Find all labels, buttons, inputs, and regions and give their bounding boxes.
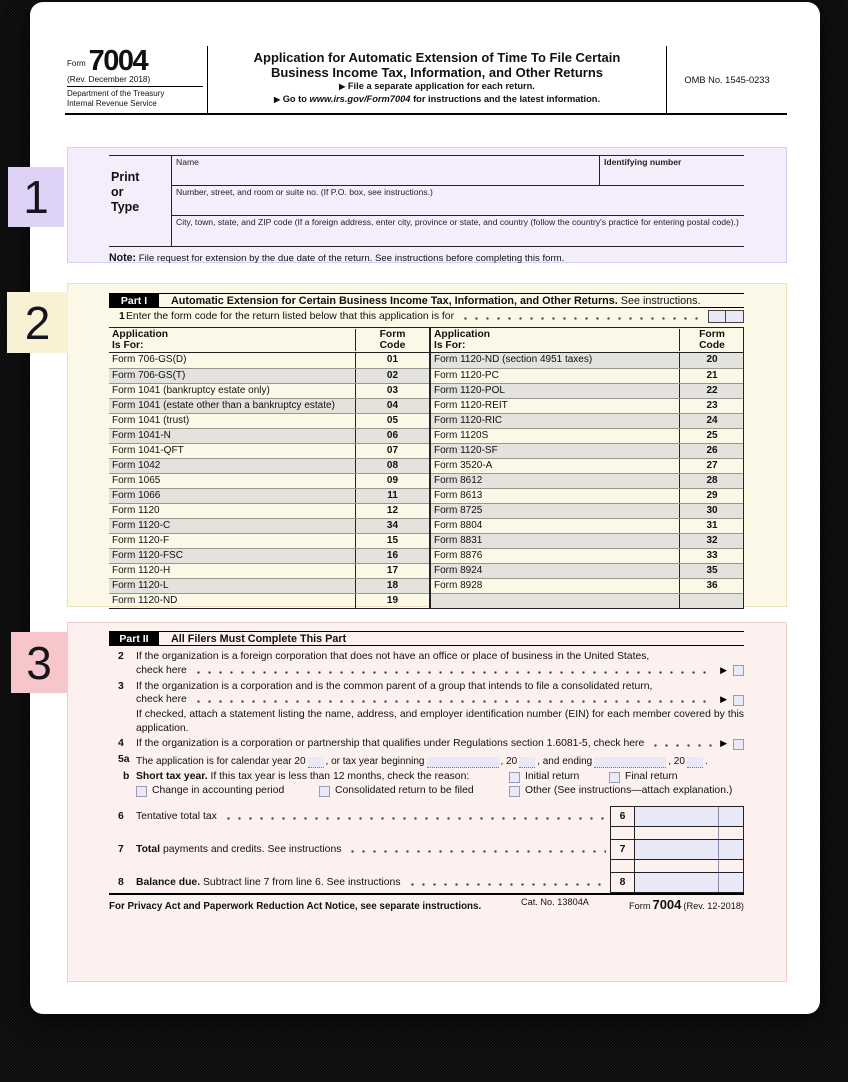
highlight-section-3 xyxy=(67,622,787,982)
short-tax-year-checkbox[interactable] xyxy=(509,772,520,783)
cents-field[interactable] xyxy=(719,873,744,892)
line-6-label xyxy=(109,806,610,827)
application-label: Form 8876 xyxy=(433,550,483,561)
short-tax-year-checkbox[interactable] xyxy=(319,786,330,797)
application-label: Form 1120-L xyxy=(112,580,169,591)
line-1 xyxy=(109,308,744,325)
application-label: Form 1066 xyxy=(112,490,161,501)
form-code-value: 22 xyxy=(679,384,744,398)
form-code-value: 19 xyxy=(355,594,429,608)
application-label: Form 706-GS(T) xyxy=(112,370,186,381)
form-code-value: 36 xyxy=(679,579,744,593)
form-header xyxy=(65,46,787,115)
form-code-table-left xyxy=(109,327,429,609)
application-label: Form 1120S xyxy=(433,430,489,441)
form-code-value: 15 xyxy=(355,534,429,548)
form-word: Form xyxy=(67,59,86,68)
line-8 xyxy=(109,872,744,893)
line-number: 2 xyxy=(118,651,124,662)
amount-field[interactable] xyxy=(635,840,719,859)
line-number-box: 8 xyxy=(610,873,635,892)
line-4-checkbox[interactable] xyxy=(733,739,744,750)
form-code-row xyxy=(109,353,429,368)
form-code-value: 12 xyxy=(355,504,429,518)
form-code-value: 35 xyxy=(679,564,744,578)
tax-year-ending-field[interactable] xyxy=(594,757,666,768)
application-label: Form 1041 (estate other than a bankruptcy estate) xyxy=(112,400,335,411)
form-code-value: 04 xyxy=(355,399,429,413)
line-number: b xyxy=(123,771,130,782)
form-code-value: 29 xyxy=(679,489,744,503)
checkbox-label: Other (See instructions—attach explanation.) xyxy=(525,785,733,797)
city-state-zip-field[interactable] xyxy=(172,216,744,246)
line-5a-text: The application is for calendar year 20 xyxy=(136,755,306,767)
pointer-icon: ▶ xyxy=(720,694,727,705)
part1-title-note: See instructions. xyxy=(617,295,701,307)
cents-field[interactable] xyxy=(719,840,744,859)
form-code-value: 09 xyxy=(355,474,429,488)
form-code-row xyxy=(109,398,429,413)
line-8-label xyxy=(109,872,610,893)
form-code-value: 25 xyxy=(679,429,744,443)
page-footer xyxy=(109,897,744,912)
form-code-value: 32 xyxy=(679,534,744,548)
step-marker-3: 3 xyxy=(11,632,67,693)
part2-tag: Part II xyxy=(109,632,159,645)
ending-year-field[interactable] xyxy=(687,757,703,768)
application-label: Form 1120-REIT xyxy=(433,400,508,411)
line-5a-text: , 20 xyxy=(500,755,518,767)
form-code-row xyxy=(431,413,743,428)
footer-rule xyxy=(109,893,744,895)
name-field[interactable] xyxy=(172,156,599,185)
form-code-value xyxy=(679,594,744,608)
line-5b xyxy=(109,770,744,798)
short-tax-year-checkbox[interactable] xyxy=(609,772,620,783)
grid-gap-cell xyxy=(635,860,719,872)
form-code-row xyxy=(431,533,743,548)
form-code-value: 28 xyxy=(679,474,744,488)
col-header-application: Application Is For: xyxy=(112,329,169,351)
grid-gap-cell xyxy=(635,827,719,839)
form-code-value: 03 xyxy=(355,384,429,398)
application-label: Form 1041-N xyxy=(112,430,171,441)
application-label: Form 1120-RIC xyxy=(433,415,503,426)
line-3-checkbox[interactable] xyxy=(733,695,744,706)
part1-tag: Part I xyxy=(109,294,159,307)
short-tax-year-option xyxy=(509,770,579,784)
form-code-value: 02 xyxy=(355,369,429,383)
form-code-row xyxy=(431,473,743,488)
form-code-row xyxy=(431,563,743,578)
line-3 xyxy=(109,680,744,736)
application-label: Form 706-GS(D) xyxy=(112,354,187,365)
pointer-icon: ▶ xyxy=(720,664,727,675)
application-label: Form 1120-SF xyxy=(433,445,498,456)
form-code-value: 30 xyxy=(679,504,744,518)
form-code-row xyxy=(431,458,743,473)
line-number: 7 xyxy=(118,844,124,855)
line-5a-text: , 20 xyxy=(668,755,685,767)
form-code-row xyxy=(109,428,429,443)
form-title-block xyxy=(208,46,667,113)
form-code-value: 17 xyxy=(355,564,429,578)
application-label: Form 8831 xyxy=(433,535,483,546)
form-code-row xyxy=(109,383,429,398)
footer-form-revision: (Rev. 12-2018) xyxy=(683,901,744,911)
checkbox-label: Consolidated return to be filed xyxy=(335,785,474,797)
form-code-value: 01 xyxy=(355,353,429,368)
amount-field[interactable] xyxy=(635,807,719,826)
dot-leader xyxy=(405,877,606,888)
application-label xyxy=(431,594,679,608)
form-code-row xyxy=(431,593,743,608)
form-code-value: 16 xyxy=(355,549,429,563)
line-8-text: Balance due. Subtract line 7 from line 6. See instructions xyxy=(136,877,401,888)
form-code-value: 06 xyxy=(355,429,429,443)
form-code-value: 26 xyxy=(679,444,744,458)
line-7-text: Total payments and credits. See instructions xyxy=(136,844,342,855)
form-code-value: 24 xyxy=(679,414,744,428)
form-code-table xyxy=(109,327,744,609)
line-2 xyxy=(109,650,744,678)
form-code-row xyxy=(109,473,429,488)
form-code-row xyxy=(109,578,429,593)
part2-header xyxy=(109,631,744,646)
amount-entry-grid xyxy=(610,839,744,872)
form-code-row xyxy=(109,548,429,563)
due-date-note: Note: File request for extension by the due date of the return. See instructions before completing this form. xyxy=(109,252,565,264)
street-address-field[interactable] xyxy=(172,186,744,216)
application-label: Form 1120-ND xyxy=(112,595,178,606)
step-marker-2: 2 xyxy=(7,292,68,353)
line-3-text: If the organization is a corporation and is the common parent of a group that intends to file a consolidated return, xyxy=(136,680,653,692)
cents-field[interactable] xyxy=(719,807,744,826)
pointer-icon: ▶ xyxy=(720,738,727,749)
application-label: Form 1041 (trust) xyxy=(112,415,190,426)
form-code-value: 31 xyxy=(679,519,744,533)
application-label: Form 8613 xyxy=(433,490,483,501)
identifying-number-field[interactable] xyxy=(599,156,744,185)
application-label: Form 1120-FSC xyxy=(112,550,183,561)
step-marker-1: 1 xyxy=(8,167,64,227)
form-code-row xyxy=(109,503,429,518)
line-7 xyxy=(109,839,744,872)
street-address-label: Number, street, and room or suite no. (If P.O. box, see instructions.) xyxy=(176,187,433,197)
line-2-checkbox[interactable] xyxy=(733,665,744,676)
application-label: Form 1120-C xyxy=(112,520,171,531)
form-code-value: 33 xyxy=(679,549,744,563)
privacy-notice: For Privacy Act and Paperwork Reduction Act Notice, see separate instructions. xyxy=(109,901,482,912)
line-5a-text: , or tax year beginning xyxy=(325,755,425,767)
line-number: 8 xyxy=(118,877,124,888)
amount-field[interactable] xyxy=(635,873,719,892)
pointer-icon: ▶ xyxy=(273,95,281,104)
highlight-section-1 xyxy=(67,147,787,263)
form-code-row xyxy=(431,383,743,398)
form-code-value: 08 xyxy=(355,459,429,473)
application-label: Form 1120-PC xyxy=(433,370,499,381)
form-code-value: 05 xyxy=(355,414,429,428)
dot-leader xyxy=(345,844,606,855)
form-code-row xyxy=(109,443,429,458)
short-tax-year-checkbox[interactable] xyxy=(136,786,147,797)
dot-leader xyxy=(191,695,714,706)
print-or-type-table xyxy=(109,155,744,247)
form-revision: (Rev. December 2018) xyxy=(67,74,203,87)
line-5a xyxy=(109,753,744,768)
omb-number: OMB No. 1545-0233 xyxy=(684,74,770,85)
line-6 xyxy=(109,806,744,839)
dot-leader xyxy=(648,739,714,750)
form-code-row xyxy=(431,488,743,503)
short-tax-year-option xyxy=(136,784,284,798)
part1-header xyxy=(109,293,744,308)
dept-treasury: Department of the Treasury xyxy=(67,89,165,98)
form-code-value: 20 xyxy=(679,353,744,368)
short-tax-year-option xyxy=(319,784,474,798)
short-tax-year-option xyxy=(509,784,732,798)
form-code-row xyxy=(109,458,429,473)
line-5a-text: . xyxy=(704,755,708,767)
line-4-text: If the organization is a corporation or partnership that qualifies under Regulations section 1.6081-5, check here xyxy=(136,738,645,750)
short-tax-year-checkbox[interactable] xyxy=(509,786,520,797)
form-code-row xyxy=(431,368,743,383)
form-code-value: 11 xyxy=(355,489,429,503)
line-5a-text: , and ending xyxy=(537,755,593,767)
short-tax-year-option xyxy=(609,770,678,784)
checkbox-label: Initial return xyxy=(525,771,580,783)
beginning-year-field[interactable] xyxy=(519,757,535,768)
application-label: Form 1120 xyxy=(112,505,160,516)
print-or-type-label: Print or Type xyxy=(111,170,140,214)
form-code-box-2[interactable] xyxy=(726,310,744,323)
form-code-row xyxy=(109,563,429,578)
application-label: Form 8928 xyxy=(433,580,483,591)
form-code-value: 21 xyxy=(679,369,744,383)
line-number: 1 xyxy=(119,311,125,322)
form-code-row xyxy=(431,578,743,593)
form-code-box-1[interactable] xyxy=(708,310,726,323)
application-label: Form 8804 xyxy=(433,520,483,531)
amount-entry-row xyxy=(610,806,744,827)
grid-gap-cell xyxy=(719,860,744,872)
line-4 xyxy=(109,737,744,751)
form-code-value: 18 xyxy=(355,579,429,593)
application-label: Form 1042 xyxy=(112,460,161,471)
form-code-row xyxy=(431,518,743,533)
application-label: Form 1120-H xyxy=(112,565,171,576)
form-code-row xyxy=(109,488,429,503)
part2-title: All Filers Must Complete This Part xyxy=(171,633,347,645)
application-label: Form 1041 (bankruptcy estate only) xyxy=(112,385,270,396)
dot-leader xyxy=(191,665,714,676)
name-field-label: Name xyxy=(176,157,199,167)
dot-leader xyxy=(221,811,606,822)
dot-leader xyxy=(458,311,704,322)
col-header-form-code: Form Code xyxy=(355,329,429,351)
form-code-value: 27 xyxy=(679,459,744,473)
application-label: Form 8612 xyxy=(433,475,483,486)
form-title-line2: Business Income Tax, Information, and Other Returns xyxy=(270,65,604,80)
form-code-entry xyxy=(708,310,744,323)
line-2-text: If the organization is a foreign corporation that does not have an office or place of business in the United States, xyxy=(136,651,650,662)
form-code-row xyxy=(109,413,429,428)
form-code-row xyxy=(109,518,429,533)
form-code-value: 07 xyxy=(355,444,429,458)
part1-title: Automatic Extension for Certain Business Income Tax, Information, and Other Returns. xyxy=(171,295,618,307)
form-code-row xyxy=(431,353,743,368)
pointer-icon: ▶ xyxy=(339,82,346,91)
application-label: Form 1120-F xyxy=(112,535,170,546)
grid-gap-cell xyxy=(719,827,744,839)
application-label: Form 8725 xyxy=(433,505,483,516)
calendar-year-field[interactable] xyxy=(308,757,324,768)
line-number-box: 7 xyxy=(610,840,635,859)
header-bullet-2-pre: Go to xyxy=(282,94,310,104)
grid-gap-cell xyxy=(610,827,635,839)
dept-irs: Internal Revenue Service xyxy=(67,98,157,108)
form-code-row xyxy=(109,533,429,548)
form-code-value: 23 xyxy=(679,399,744,413)
amount-grid-gap xyxy=(610,860,744,872)
col-header-application: Application Is For: xyxy=(433,329,491,351)
form-code-row xyxy=(431,398,743,413)
form-page xyxy=(30,2,820,1014)
form-code-row xyxy=(109,368,429,383)
grid-gap-cell xyxy=(610,860,635,872)
line-number-box: 6 xyxy=(610,807,635,826)
line-1-text: Enter the form code for the return listed below that this application is for xyxy=(126,311,455,322)
footer-form-number: 7004 xyxy=(652,897,682,912)
line-3-note: If checked, attach a statement listing the name, address, and employer identification number (EIN) for each member covered by this application. xyxy=(136,709,744,734)
line-5b-text: Short tax year. If this tax year is less than 12 months, check the reason: xyxy=(136,771,470,782)
header-bullet-1: File a separate application for each return. xyxy=(347,81,535,91)
checkbox-label: Change in accounting period xyxy=(152,785,285,797)
form-code-value: 34 xyxy=(355,519,429,533)
application-label: Form 1041-QFT xyxy=(112,445,184,456)
form-code-row xyxy=(431,548,743,563)
line-6-text: Tentative total tax xyxy=(136,811,217,822)
city-state-zip-label: City, town, state, and ZIP code (If a foreign address, enter city, province or state, and country (follow the country's practice for entering postal code).) xyxy=(176,217,739,227)
check-here-text: check here xyxy=(136,694,187,706)
form-code-table-right xyxy=(429,327,744,609)
amount-entry-row xyxy=(610,872,744,893)
line-number: 3 xyxy=(118,680,124,692)
form-code-row xyxy=(431,443,743,458)
footer-form-word: Form xyxy=(629,901,651,911)
line-7-label xyxy=(109,839,610,860)
form-identity-block xyxy=(65,46,208,113)
header-bullet-2-post: for instructions and the latest information. xyxy=(410,94,601,104)
irs-url: www.irs.gov/Form7004 xyxy=(309,94,411,104)
amount-entry-grid xyxy=(610,872,744,893)
amount-entry-grid xyxy=(610,806,744,839)
check-here-text: check here xyxy=(136,664,187,676)
amount-grid-gap xyxy=(610,827,744,839)
form-number: 7004 xyxy=(88,45,148,77)
line-number: 5a xyxy=(118,754,130,765)
highlight-section-2 xyxy=(67,283,787,607)
form-code-row xyxy=(431,503,743,518)
application-label: Form 1120-POL xyxy=(433,385,505,396)
col-header-form-code: Form Code xyxy=(679,329,744,351)
application-label: Form 1065 xyxy=(112,475,161,486)
form-code-row xyxy=(109,593,429,608)
application-label: Form 8924 xyxy=(433,565,483,576)
identifying-number-label: Identifying number xyxy=(604,157,682,167)
checkbox-label: Final return xyxy=(625,771,678,783)
form-code-row xyxy=(431,428,743,443)
application-label: Form 1120-ND (section 4951 taxes) xyxy=(433,354,593,365)
application-label: Form 3520-A xyxy=(433,460,493,471)
line-number: 6 xyxy=(118,811,124,822)
form-title-line1: Application for Automatic Extension of Time To File Certain xyxy=(253,50,621,65)
line-number: 4 xyxy=(118,738,124,749)
amount-entry-row xyxy=(610,839,744,860)
tax-year-beginning-field[interactable] xyxy=(427,757,499,768)
catalog-number: Cat. No. 13804A xyxy=(521,897,589,907)
